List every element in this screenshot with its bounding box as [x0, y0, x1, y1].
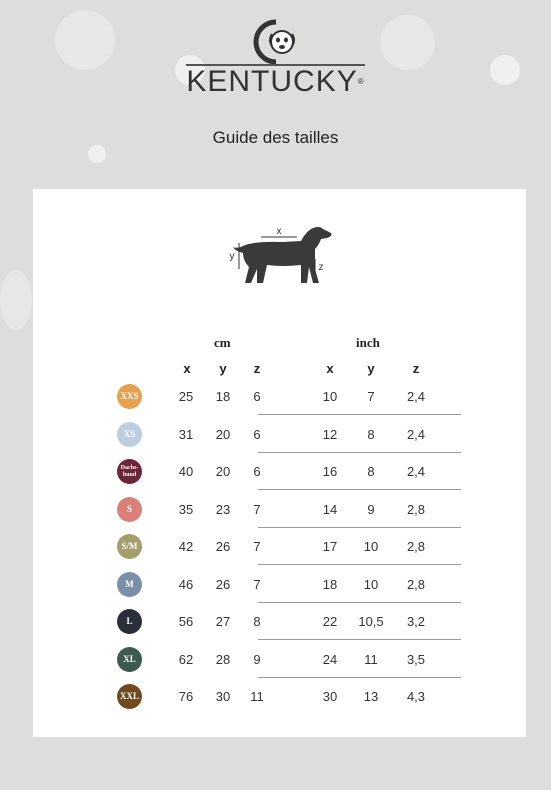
dog-silhouette — [233, 227, 332, 283]
cell-inch-x: 10 — [322, 389, 338, 404]
registered-mark: ® — [357, 77, 365, 86]
column-header-cm-z: z — [253, 361, 261, 376]
cell-cm-z: 7 — [253, 539, 261, 554]
unit-header-cm: cm — [214, 335, 231, 350]
cell-inch-x: 17 — [322, 539, 338, 554]
column-header-cm-x: x — [183, 361, 191, 376]
cell-inch-y: 10 — [363, 539, 379, 554]
cell-inch-z: 2,8 — [406, 539, 426, 554]
size-badge: S — [117, 497, 142, 522]
cell-inch-z: 3,2 — [406, 614, 426, 629]
cell-inch-y: 8 — [367, 426, 375, 442]
cell-cm-y: 23 — [215, 501, 231, 517]
column-header-inch-z: z — [412, 361, 420, 376]
size-badge: XXS — [117, 384, 142, 409]
table-row — [113, 416, 461, 453]
dog-measurement-diagram — [223, 221, 343, 293]
cell-inch-y: 9 — [367, 501, 375, 517]
cell-inch-y: 10 — [363, 576, 379, 592]
size-guide-card — [33, 189, 526, 737]
cell-inch-z: 2,8 — [406, 576, 426, 592]
cell-cm-y: 26 — [215, 539, 231, 554]
background-paw-decoration — [0, 270, 32, 330]
cell-cm-x: 62 — [178, 651, 194, 667]
brand-name: KENTUCKY — [186, 65, 358, 98]
cell-inch-x: 18 — [322, 576, 338, 592]
cell-cm-y: 27 — [215, 614, 231, 629]
unit-header-inch: inch — [356, 335, 380, 350]
cell-cm-y: 30 — [215, 689, 231, 704]
cell-cm-z: 11 — [250, 689, 264, 704]
cell-cm-y: 28 — [215, 651, 231, 667]
cell-cm-x: 76 — [178, 689, 194, 704]
cell-cm-z: 6 — [253, 389, 261, 404]
size-badge: M — [117, 572, 142, 597]
cell-inch-z: 3,5 — [406, 651, 426, 667]
kentucky-dog-logo-icon — [246, 18, 306, 68]
cell-cm-x: 56 — [178, 614, 194, 629]
table-row — [113, 528, 461, 565]
cell-inch-x: 12 — [322, 426, 338, 442]
cell-cm-x: 35 — [178, 501, 194, 517]
table-row — [113, 378, 461, 415]
x-measure-label: x — [276, 226, 282, 237]
size-badge: S/M — [117, 534, 142, 559]
cell-cm-x: 40 — [178, 464, 194, 479]
cell-inch-y: 11 — [364, 651, 378, 667]
size-badge: L — [117, 609, 142, 634]
page-title: Guide des tailles — [212, 128, 339, 147]
size-badge: XS — [117, 422, 142, 447]
cell-cm-y: 20 — [215, 426, 231, 442]
cell-inch-z: 4,3 — [406, 689, 426, 704]
cell-inch-z: 2,8 — [406, 501, 426, 517]
cell-inch-y: 8 — [367, 464, 375, 479]
table-row — [113, 566, 461, 603]
cell-cm-y: 18 — [215, 389, 231, 404]
z-measure-label: z — [318, 262, 324, 273]
brand-wordmark — [186, 64, 364, 96]
cell-cm-x: 46 — [178, 576, 194, 592]
cell-cm-x: 42 — [178, 539, 194, 554]
y-measure-label: y — [229, 251, 235, 262]
cell-inch-x: 14 — [322, 501, 338, 517]
table-row — [113, 603, 461, 640]
cell-inch-y: 10,5 — [358, 614, 384, 629]
cell-cm-z: 8 — [253, 614, 261, 629]
cell-inch-y: 7 — [367, 389, 375, 404]
size-badge: XXL — [117, 684, 142, 709]
cell-inch-x: 30 — [322, 689, 338, 704]
column-header-cm-y: y — [219, 361, 227, 376]
cell-cm-z: 7 — [253, 501, 261, 517]
brand-header — [0, 18, 551, 96]
cell-inch-x: 16 — [322, 464, 338, 479]
cell-cm-z: 6 — [253, 426, 261, 442]
table-row — [113, 491, 461, 528]
cell-inch-z: 2,4 — [406, 426, 426, 442]
cell-cm-x: 31 — [178, 426, 194, 442]
column-header-inch-y: y — [367, 361, 375, 376]
cell-cm-z: 9 — [253, 651, 261, 667]
table-row — [113, 678, 461, 715]
column-header-inch-x: x — [326, 361, 334, 376]
cell-inch-x: 24 — [322, 651, 338, 667]
size-badge: XL — [117, 647, 142, 672]
cell-cm-x: 25 — [178, 389, 194, 404]
table-row — [113, 641, 461, 678]
cell-inch-y: 13 — [363, 689, 379, 704]
cell-cm-y: 26 — [215, 576, 231, 592]
cell-inch-x: 22 — [322, 614, 338, 629]
cell-inch-z: 2,4 — [406, 464, 426, 479]
cell-inch-z: 2,4 — [406, 389, 426, 404]
size-badge: Dachs-hund — [117, 459, 142, 484]
cell-cm-z: 7 — [253, 576, 261, 592]
cell-cm-z: 6 — [253, 464, 261, 479]
cell-cm-y: 20 — [215, 464, 231, 479]
table-row — [113, 453, 461, 490]
